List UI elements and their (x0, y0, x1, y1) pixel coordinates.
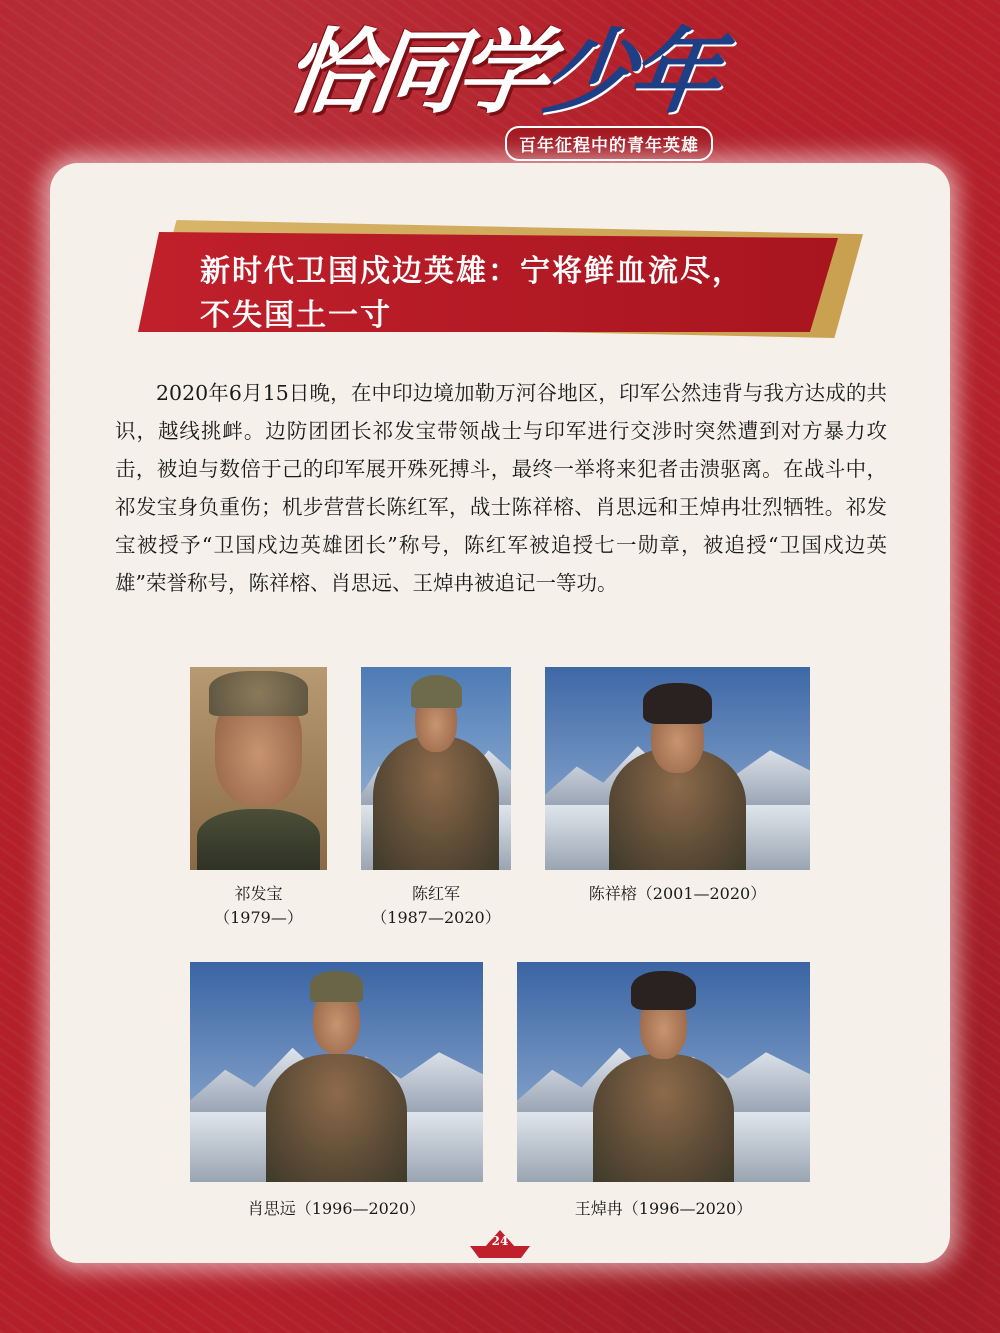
caption-years: （1987—2020） (371, 908, 501, 927)
masthead-subtitle: 百年征程中的青年英雄 (505, 126, 713, 161)
caption-xiao-siyuan (190, 1197, 483, 1221)
caption-years: （2001—2020） (636, 884, 767, 903)
photo-chen-hongjun (361, 667, 511, 870)
caption-chen-xiangrong (545, 882, 810, 906)
caption-qi-fabao (190, 882, 327, 930)
caption-name: 祁发宝 (234, 884, 283, 903)
article-title-line2: 不失国土一寸 (200, 298, 392, 333)
photo-qi-fabao (190, 667, 327, 870)
masthead (277, 8, 725, 158)
caption-years: （1996—2020） (622, 1199, 753, 1218)
photo-xiao-siyuan (190, 962, 483, 1182)
article-title (200, 250, 820, 338)
caption-years: （1996—2020） (295, 1199, 426, 1218)
article-body: 2020年6月15日晚，在中印边境加勒万河谷地区，印军公然违背与我方达成的共识，越线挑衅。边防团团长祁发宝带领战士与印军进行交涉时突然遭到对方暴力攻击，被迫与数倍于己的印军展开殊死搏斗，最终一举将来犯者击溃驱离。在战斗中，祁发宝身负重伤；机步营营长陈红军，战士陈祥榕、肖思远和王焯冉壮烈牺牲。祁发宝被授予“卫国戍边英雄团长”称号，陈红军被追授七一勋章，被追授“卫国戍边英雄”荣誉称号，陈祥榕、肖思远、王焯冉被追记一等功。 (115, 381, 887, 595)
masthead-title-part2: 少年 (535, 19, 723, 126)
article-title-line1: 新时代卫国戍边英雄：宁将鲜血流尽， (200, 254, 744, 289)
masthead-title-part1: 恰同学 (277, 19, 551, 126)
caption-name: 陈祥榕 (588, 884, 637, 903)
caption-name: 肖思远 (247, 1199, 296, 1218)
caption-years: （1979—） (214, 908, 303, 927)
photo-chen-xiangrong (545, 667, 810, 870)
caption-wang-zhuoran (517, 1197, 810, 1221)
page-number (470, 1230, 530, 1260)
caption-name: 王焯冉 (574, 1199, 623, 1218)
caption-name: 陈红军 (411, 884, 460, 903)
photo-wang-zhuoran (517, 962, 810, 1182)
page-number-label: 24 (491, 1234, 509, 1248)
masthead-title (276, 8, 724, 138)
caption-chen-hongjun (356, 882, 516, 930)
